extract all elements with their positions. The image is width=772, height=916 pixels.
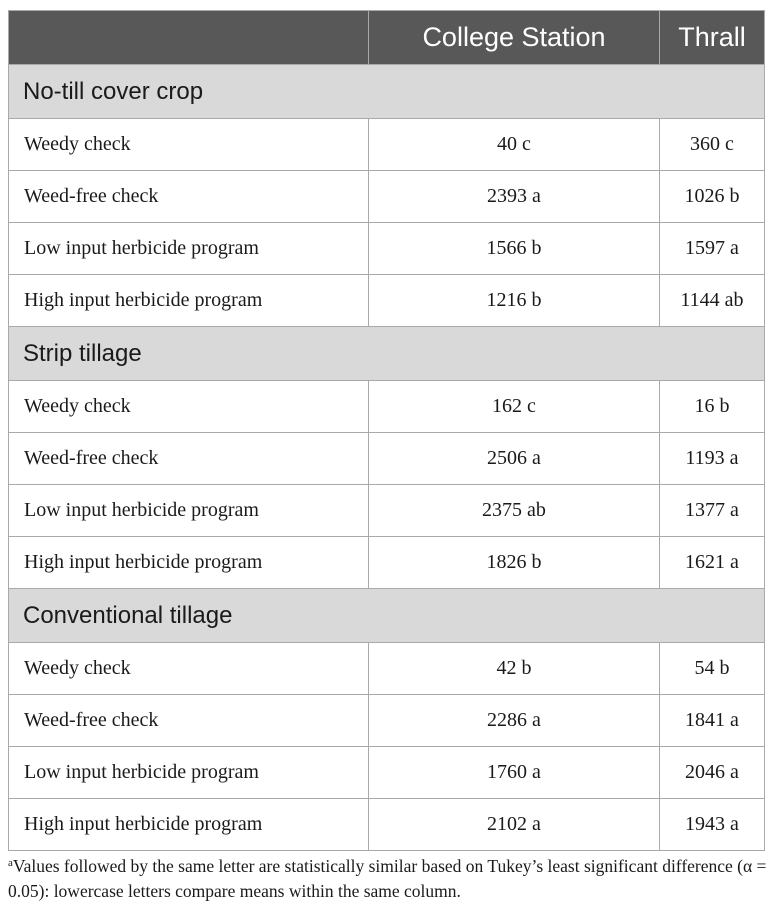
college-station-value: 40 c: [369, 119, 660, 171]
college-station-value: 2393 a: [369, 171, 660, 223]
data-table: [8, 10, 765, 851]
table-row: [9, 433, 765, 485]
college-station-value: 2506 a: [369, 433, 660, 485]
section-title: Conventional tillage: [9, 589, 765, 643]
table-body: [9, 65, 765, 851]
row-label: Weed-free check: [9, 171, 369, 223]
college-station-value: 1826 b: [369, 537, 660, 589]
thrall-value: 1026 b: [660, 171, 765, 223]
row-label: Low input herbicide program: [9, 485, 369, 537]
thrall-value: 1597 a: [660, 223, 765, 275]
row-label: Weed-free check: [9, 433, 369, 485]
college-station-value: 162 c: [369, 381, 660, 433]
row-label: Weedy check: [9, 643, 369, 695]
table-row: [9, 171, 765, 223]
header-college-station: College Station: [369, 11, 660, 65]
thrall-value: 1621 a: [660, 537, 765, 589]
section-title: Strip tillage: [9, 327, 765, 381]
table-row: [9, 695, 765, 747]
section-title: No-till cover crop: [9, 65, 765, 119]
college-station-value: 2102 a: [369, 799, 660, 851]
row-label: Low input herbicide program: [9, 747, 369, 799]
table-row: [9, 381, 765, 433]
thrall-value: 2046 a: [660, 747, 765, 799]
row-label: Weed-free check: [9, 695, 369, 747]
header-thrall: Thrall: [660, 11, 765, 65]
college-station-value: 1760 a: [369, 747, 660, 799]
table-row: [9, 485, 765, 537]
thrall-value: 54 b: [660, 643, 765, 695]
thrall-value: 16 b: [660, 381, 765, 433]
college-station-value: 1566 b: [369, 223, 660, 275]
college-station-value: 2286 a: [369, 695, 660, 747]
table-row: [9, 119, 765, 171]
thrall-value: 1144 ab: [660, 275, 765, 327]
table-row: [9, 799, 765, 851]
row-label: High input herbicide program: [9, 799, 369, 851]
college-station-value: 42 b: [369, 643, 660, 695]
thrall-value: 360 c: [660, 119, 765, 171]
thrall-value: 1377 a: [660, 485, 765, 537]
footnote-text: Values followed by the same letter are statistically similar based on Tukey’s least significant difference (α = 0.05): lowercase letters compare means within the same column.: [8, 856, 767, 901]
table-row: [9, 643, 765, 695]
section-row: [9, 327, 765, 381]
row-label: High input herbicide program: [9, 537, 369, 589]
row-label: Weedy check: [9, 119, 369, 171]
header-corner-cell: [9, 11, 369, 65]
table-footnote: [8, 854, 768, 904]
row-label: Low input herbicide program: [9, 223, 369, 275]
row-label: High input herbicide program: [9, 275, 369, 327]
table-row: [9, 537, 765, 589]
table-row: [9, 223, 765, 275]
table-header-row: [9, 11, 765, 65]
college-station-value: 2375 ab: [369, 485, 660, 537]
row-label: Weedy check: [9, 381, 369, 433]
thrall-value: 1193 a: [660, 433, 765, 485]
thrall-value: 1943 a: [660, 799, 765, 851]
table-row: [9, 275, 765, 327]
college-station-value: 1216 b: [369, 275, 660, 327]
thrall-value: 1841 a: [660, 695, 765, 747]
section-row: [9, 589, 765, 643]
section-row: [9, 65, 765, 119]
table-row: [9, 747, 765, 799]
footnote-marker: a: [8, 857, 13, 869]
